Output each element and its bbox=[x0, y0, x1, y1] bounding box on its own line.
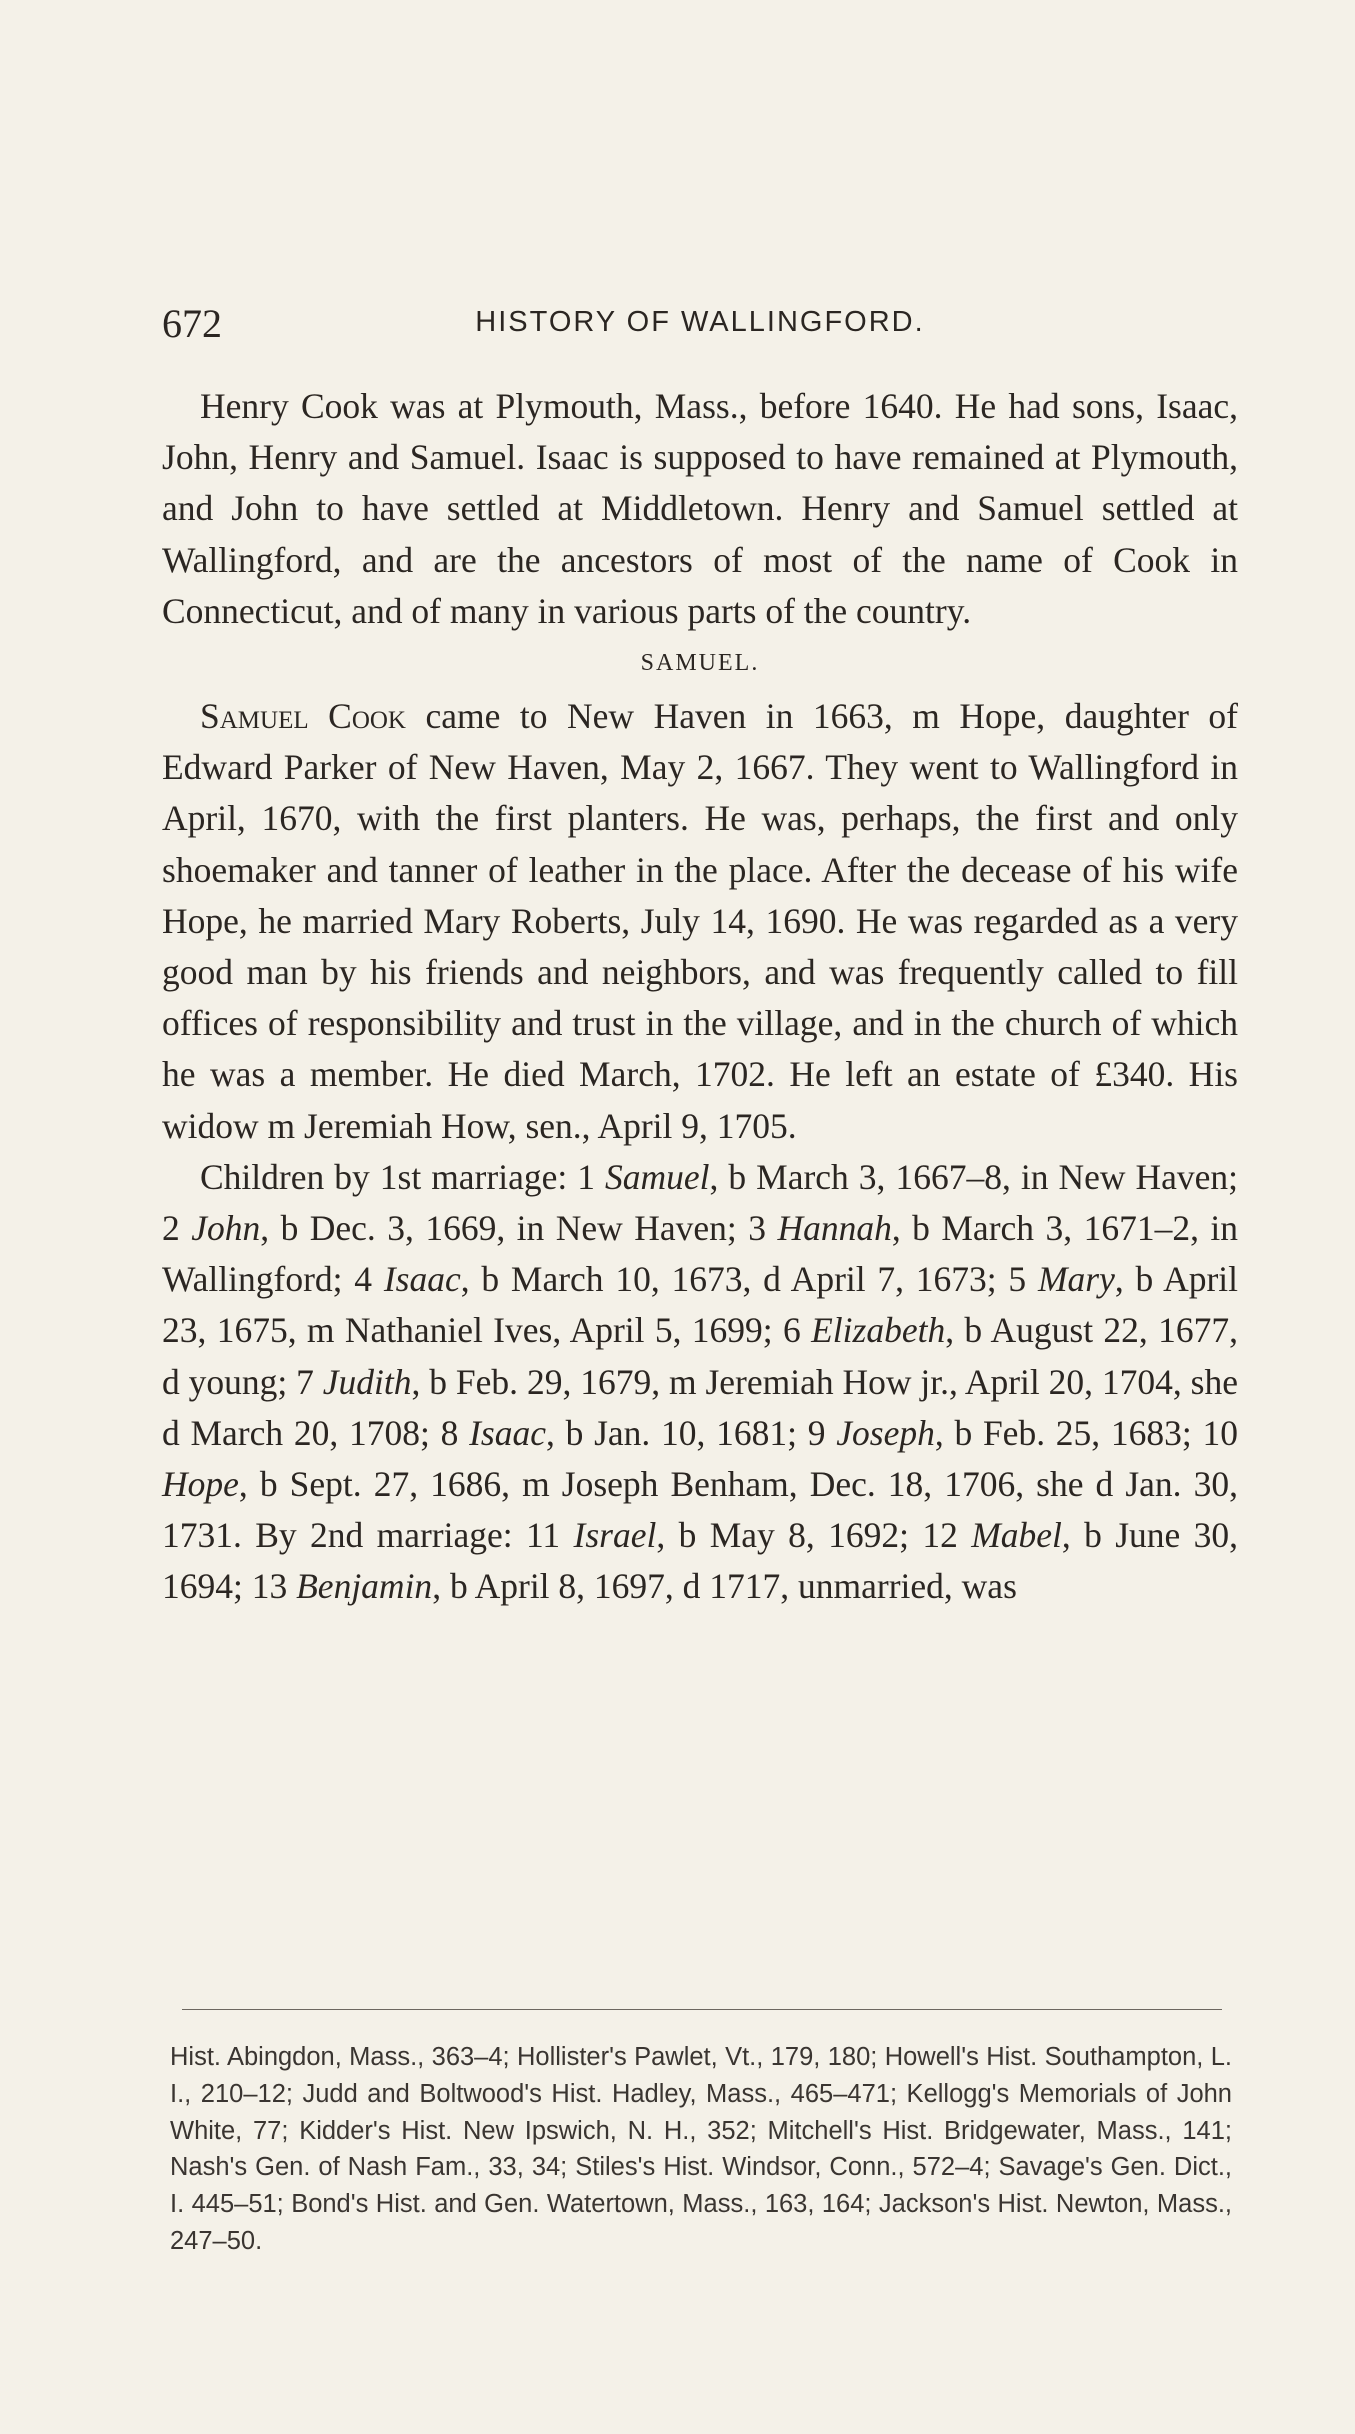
page-number: 672 bbox=[162, 301, 222, 346]
child-details: , b August 22, 1677, d young; bbox=[162, 1310, 1239, 1402]
child-name: Judith bbox=[322, 1361, 412, 1402]
child-details: , b Feb. 29, 1679, m Jeremiah How jr., April 20, 1704, she d March 20, 1708; bbox=[162, 1361, 1238, 1453]
child-details: , b April 23, 1675, m Nathaniel Ives, April 5, 1699; bbox=[162, 1259, 1239, 1351]
child-number: 6 bbox=[783, 1310, 812, 1351]
child-name: Elizabeth bbox=[811, 1310, 946, 1351]
footnote-text: Hist. Abingdon, Mass., 363–4; Hollister's Pawlet, Vt., 179, 180; Howell's Hist. Southampton, L. I., 210–12; Judd and Boltwood's Hist. Hadley, Mass., 465–471; Kellogg's Memorials of John White, 77; Kidder's Hist. New Ipswich, N. H., 352; Mitchell's Hist. Bridgewater, Mass., 141; Nash's Gen. of Nash Fam., 33, 34; Stiles's Hist. Windsor, Conn., 572–4; Savage's Gen. Dict., I. 445–51; Bond's Hist. and Gen. Watertown, Mass., 163, 164; Jackson's Hist. Newton, Mass., 247–50. bbox=[170, 2043, 1232, 2255]
child-details: , b Jan. 10, 1681; bbox=[546, 1412, 808, 1453]
child-name: Mary bbox=[1037, 1259, 1115, 1300]
child-number: 10 bbox=[1202, 1412, 1239, 1453]
body-text bbox=[162, 381, 1238, 1613]
child-name: Isaac bbox=[383, 1259, 461, 1300]
footnote bbox=[170, 2039, 1232, 2260]
child-number: 3 bbox=[748, 1208, 778, 1249]
child-details: , b Dec. 3, 1669, in New Haven; bbox=[260, 1208, 749, 1249]
child-number: 13 bbox=[251, 1566, 297, 1607]
child-entry bbox=[162, 1208, 748, 1248]
biography-paragraph bbox=[162, 691, 1238, 1152]
child-entry bbox=[577, 1157, 1238, 1197]
section-heading: SAMUEL. bbox=[640, 650, 760, 677]
child-details: , b Sept. 27, 1686, m Joseph Benham, Dec. 18, 1706, she d Jan. 30, 1731. By 2nd marriage: bbox=[162, 1464, 1238, 1556]
child-number: 11 bbox=[525, 1515, 574, 1556]
child-details: , b Feb. 25, 1683; bbox=[934, 1412, 1203, 1453]
child-entry bbox=[252, 1566, 1017, 1606]
child-name: Hope bbox=[162, 1464, 239, 1505]
child-number: 7 bbox=[296, 1361, 323, 1402]
children-paragraph bbox=[162, 1152, 1238, 1613]
child-name: Benjamin bbox=[296, 1566, 433, 1607]
child-entry bbox=[808, 1413, 1203, 1453]
footnote-divider bbox=[182, 2009, 1222, 2010]
child-entry bbox=[441, 1413, 808, 1453]
child-details: , b May 8, 1692; bbox=[656, 1515, 923, 1556]
child-details: , b April 8, 1697, d 1717, unmarried, was bbox=[432, 1566, 1017, 1607]
biography-text: came to New Haven in 1663, m Hope, daughter of Edward Parker of New Haven, May 2, 1667. They went to Wallingford in April, 1670, with the first planters. He was, perhaps, the first and only shoemaker and tanner of leather in the place. After the decease of his wife Hope, he married Mary Roberts, July 14, 1690. He was regarded as a very good man by his friends and neighbors, and was frequently called to fill offices of responsibility and trust in the village, and in the church of which he was a member. He died March, 1702. He left an estate of £340. His widow m Jeremiah How, sen., April 9, 1705. bbox=[162, 696, 1238, 1146]
children-lead: Children by 1st marriage: bbox=[200, 1156, 578, 1197]
running-head bbox=[162, 300, 1238, 350]
child-name: Samuel bbox=[604, 1156, 710, 1197]
child-number: 4 bbox=[354, 1259, 384, 1300]
child-name: John bbox=[191, 1208, 261, 1249]
child-details: , b March 10, 1673, d April 7, 1673; bbox=[460, 1259, 1009, 1300]
child-number: 8 bbox=[440, 1412, 470, 1453]
child-details: , b March 3, 1667–8, in New Haven; bbox=[709, 1156, 1239, 1197]
child-name: Mabel bbox=[971, 1515, 1062, 1556]
child-number: 1 bbox=[577, 1156, 605, 1197]
child-entry bbox=[526, 1515, 922, 1555]
intro-paragraph: Henry Cook was at Plymouth, Mass., before 1640. He had sons, Isaac, John, Henry and Samuel. Isaac is supposed to have remained at Plymouth, and John to have settled at Middletown. Henry and Samuel settled at Wallingford, and are the ancestors of most of the name of Cook in Connecticut, and of many in various parts of the country. bbox=[162, 386, 1238, 631]
lead-name: Samuel Cook bbox=[200, 696, 406, 737]
children-list bbox=[162, 1157, 1238, 1607]
child-name: Hannah bbox=[777, 1208, 892, 1249]
child-name: Joseph bbox=[836, 1412, 935, 1453]
child-number: 12 bbox=[922, 1515, 972, 1556]
child-details: , b March 3, 1671–2, in Wallingford; bbox=[162, 1208, 1239, 1300]
child-details: , b June 30, 1694; bbox=[162, 1515, 1239, 1607]
child-name: Isaac bbox=[469, 1412, 546, 1453]
child-number: 2 bbox=[162, 1208, 192, 1249]
child-number: 9 bbox=[807, 1412, 837, 1453]
child-entry bbox=[354, 1259, 1008, 1299]
running-title: HISTORY OF WALLINGFORD. bbox=[475, 306, 925, 338]
child-name: Israel bbox=[573, 1515, 657, 1556]
child-number: 5 bbox=[1008, 1259, 1038, 1300]
